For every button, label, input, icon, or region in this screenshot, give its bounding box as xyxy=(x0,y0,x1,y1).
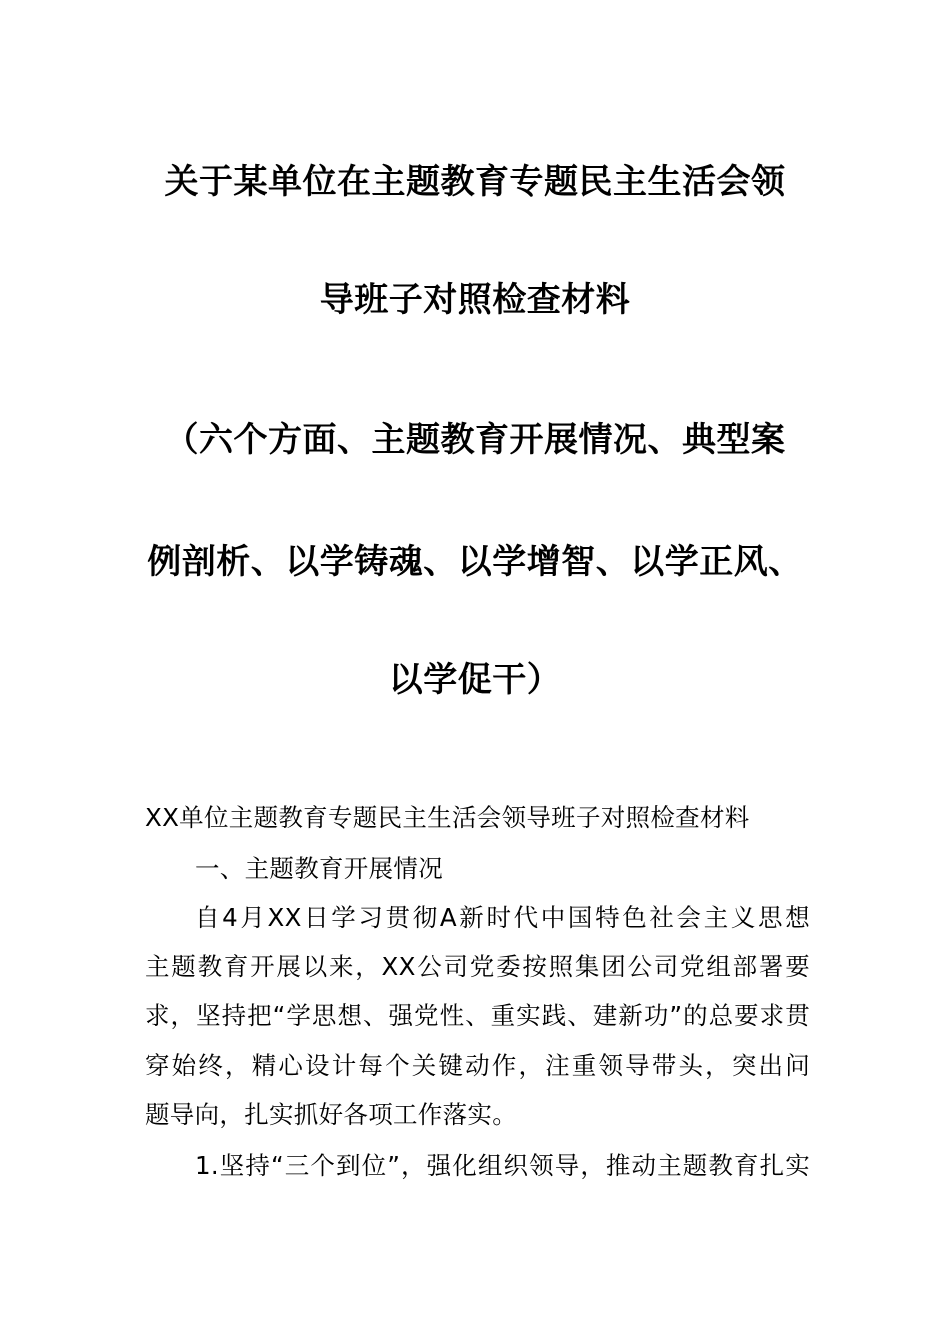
paragraph-line-2: 主题教育开展以来，XX公司党委按照集团公司党组部署要 xyxy=(145,952,810,981)
list-item-line-1: 1.坚持“三个到位”，强化组织领导，推动主题教育扎实 xyxy=(195,1151,810,1180)
paragraph-line-1: 自4月XX日学习贯彻A新时代中国特色社会主义思想 xyxy=(195,903,810,932)
paragraph-line-3: 求，坚持把“学思想、强党性、重实践、建新功”的总要求贯 xyxy=(145,1001,810,1030)
document-title-line-2: 导班子对照检查材料 xyxy=(319,280,631,320)
paragraph-line-5: 题导向，扎实抓好各项工作落实。 xyxy=(145,1100,517,1129)
section-heading: 一、主题教育开展情况 xyxy=(195,854,443,883)
paragraph-line-4: 穿始终，精心设计每个关键动作，注重领导带头，突出问 xyxy=(145,1051,810,1080)
document-title-line-4: 例剖析、以学铸魂、以学增智、以学正风、 xyxy=(147,542,803,582)
document-subtitle: XX单位主题教育专题民主生活会领导班子对照检查材料 xyxy=(145,803,750,832)
document-title-line-1: 关于某单位在主题教育专题民主生活会领 xyxy=(164,162,786,202)
document-title-line-3: （六个方面、主题教育开展情况、典型案 xyxy=(164,420,786,460)
document-title-line-5: 以学促干） xyxy=(388,660,562,700)
